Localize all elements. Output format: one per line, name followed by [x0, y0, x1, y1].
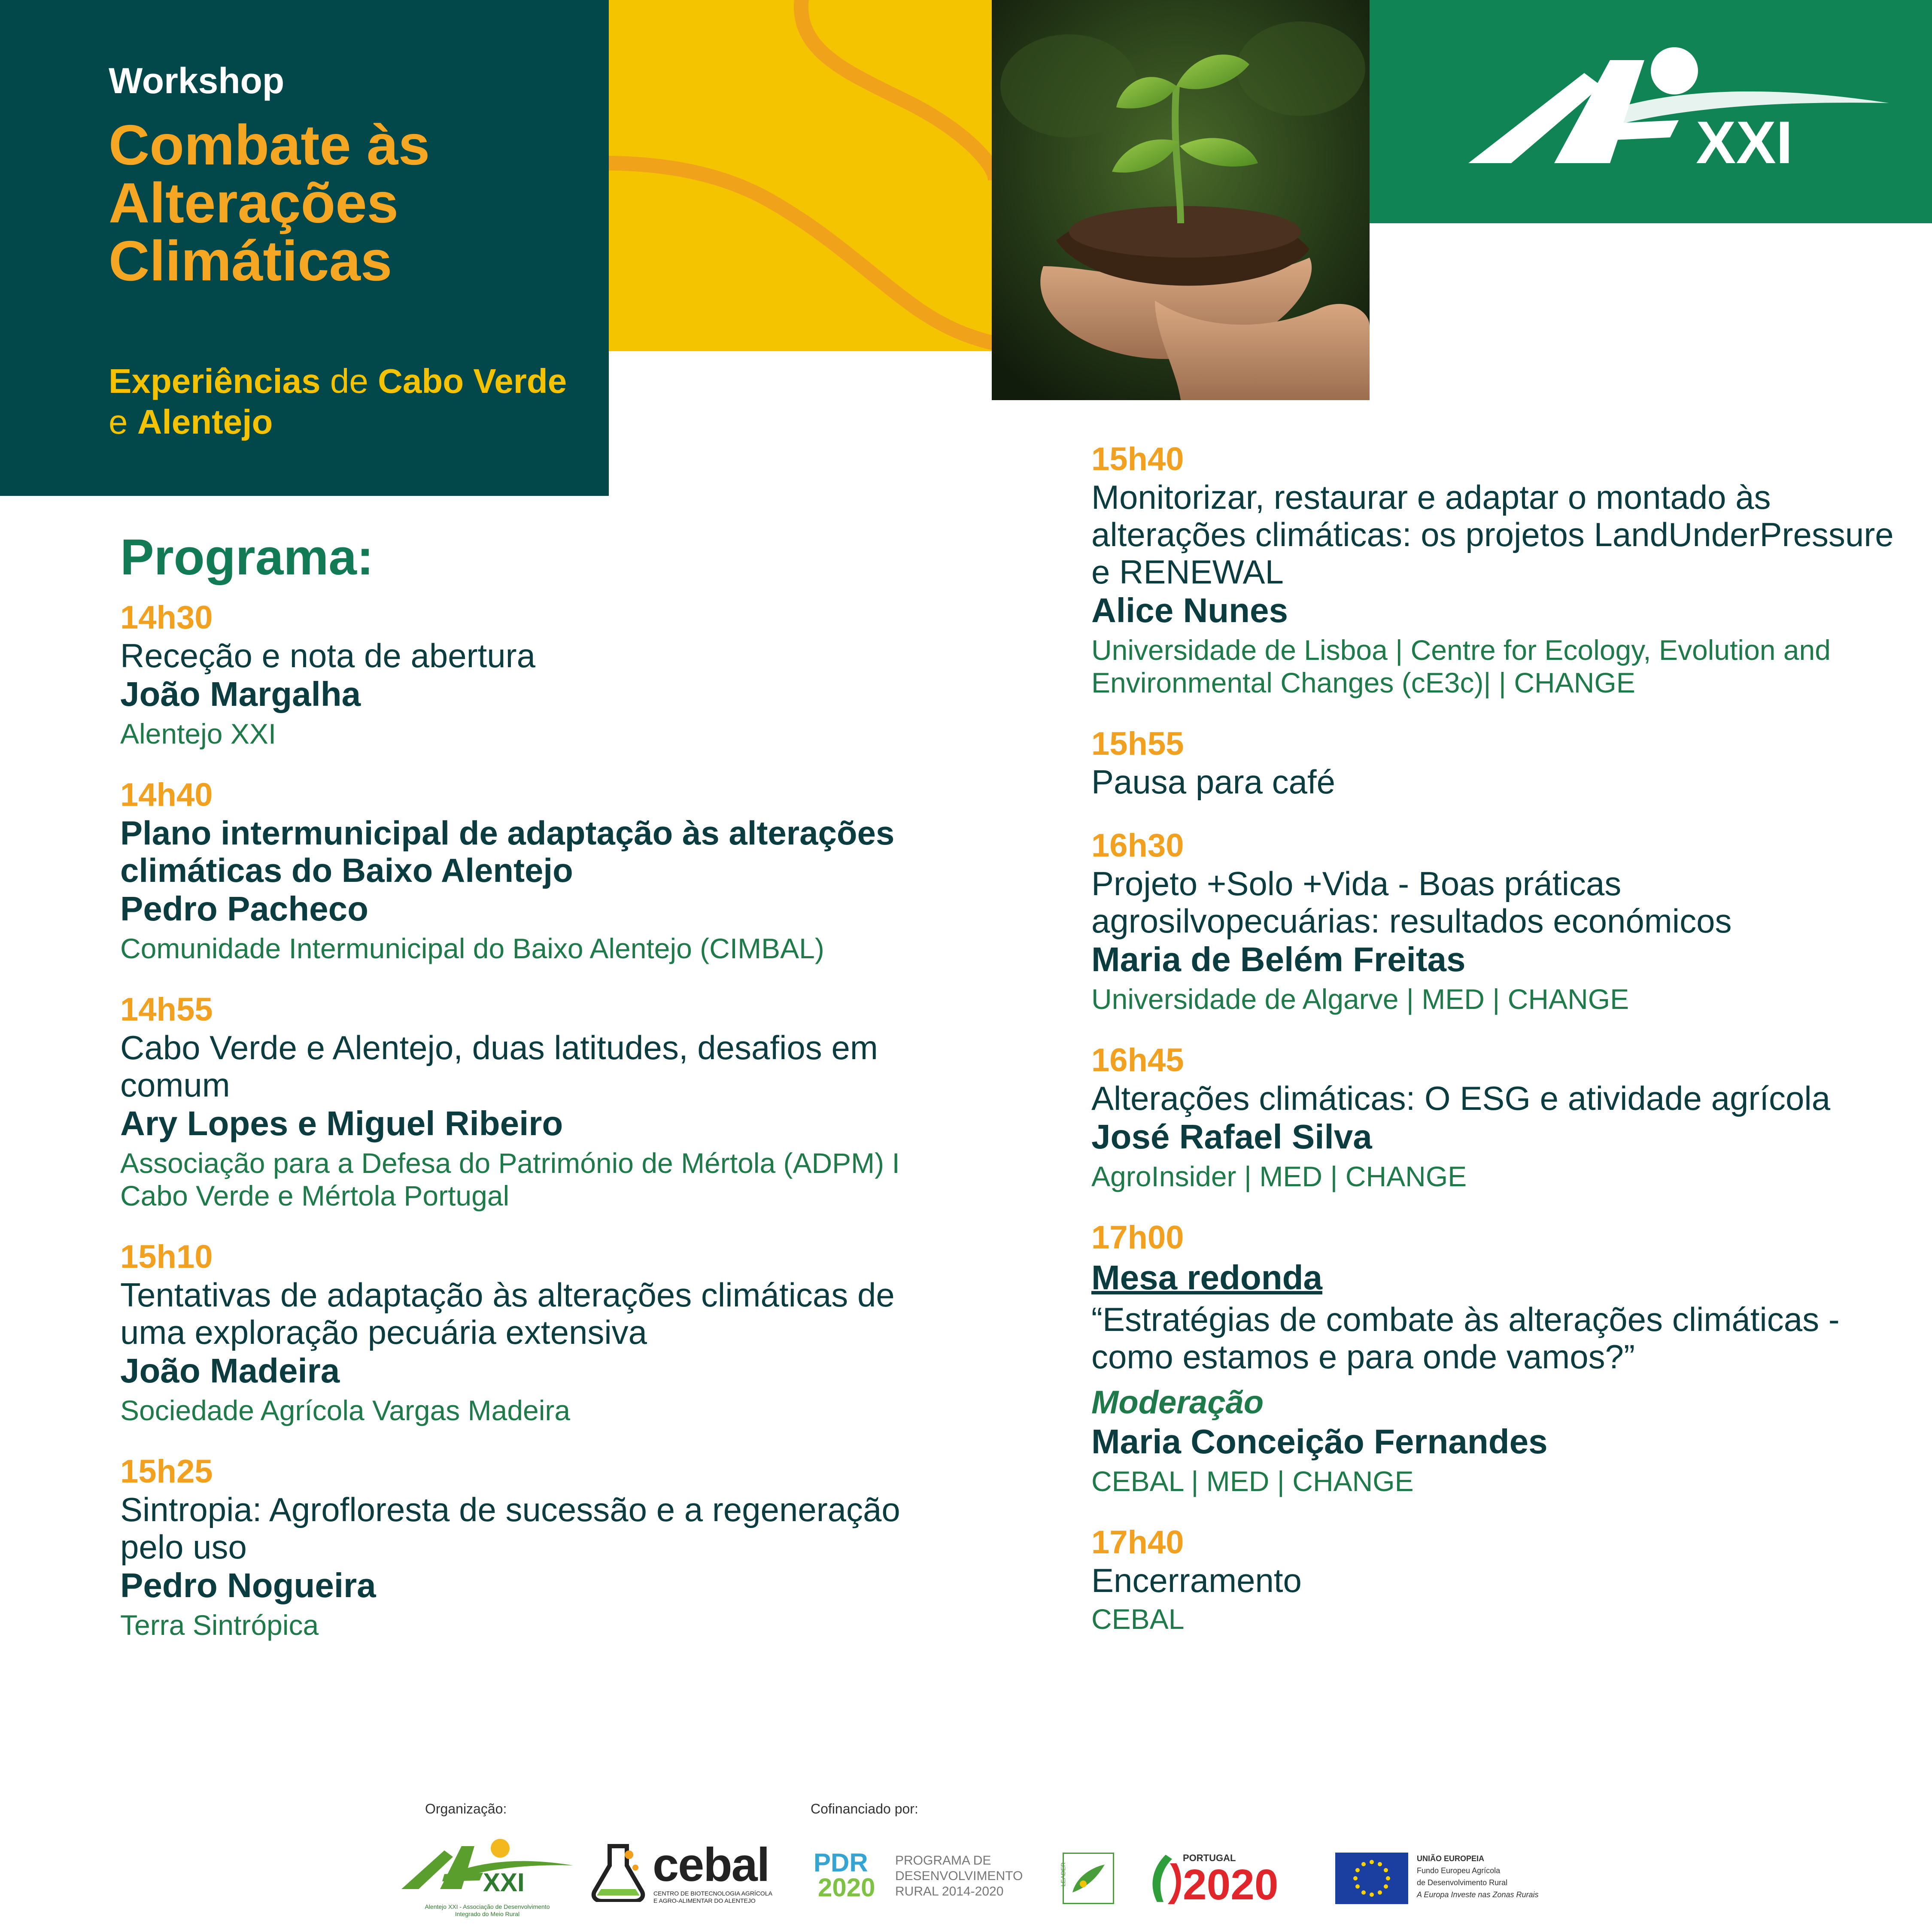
- alentejo-xxi-footer-logo: [397, 1833, 577, 1919]
- session-organization: Alentejo XXI: [120, 718, 276, 750]
- event-subtitle: [109, 361, 581, 442]
- alentejo-xxi-logo: [1370, 0, 1932, 223]
- cebal-name: cebal: [653, 1838, 769, 1891]
- session: [1091, 826, 1907, 1015]
- session-speaker: Ary Lopes e Miguel Ribeiro: [120, 1104, 563, 1142]
- pdr-line: DESENVOLVIMENTO: [895, 1869, 1023, 1883]
- round-table-session: [1091, 1218, 1907, 1498]
- session-time: 14h40: [120, 777, 213, 813]
- session: [1091, 725, 1907, 801]
- eu-flag-icon: [1335, 1853, 1408, 1904]
- session-time: 15h25: [120, 1453, 213, 1490]
- event-type: Workshop: [109, 61, 285, 101]
- programa-heading: Programa:: [120, 529, 374, 586]
- session-speaker: João Madeira: [120, 1352, 340, 1390]
- eu-line: de Desenvolvimento Rural: [1417, 1878, 1508, 1887]
- session: [1091, 440, 1907, 699]
- cebal-caption: CENTRO DE BIOTECNOLOGIA AGRÍCOLA: [653, 1890, 772, 1897]
- session-speaker: Pedro Pacheco: [120, 890, 369, 928]
- subtitle-word: de: [330, 362, 368, 400]
- session-title: Tentativas de adaptação às alterações climáticas de uma exploração pecuária extensiva: [120, 1276, 895, 1351]
- session-title: Receção e nota de abertura: [120, 637, 536, 674]
- eu-line: Fundo Europeu Agrícola: [1417, 1866, 1501, 1875]
- pdr-mark-year: 2020: [818, 1873, 875, 1902]
- cebal-caption: E AGRO-ALIMENTAR DO ALENTEJO: [653, 1897, 756, 1904]
- session: [120, 598, 936, 750]
- moderator-name: Maria Conceição Fernandes: [1091, 1422, 1548, 1461]
- session: [120, 990, 936, 1212]
- session-organization: Universidade de Lisboa | Centre for Ecology, Evolution and Environmental Changes (cE3c)| | CHANGE: [1091, 634, 1831, 699]
- brand-banner: [1370, 0, 1932, 223]
- schedule-left-column: [120, 528, 936, 1667]
- session-time: 15h10: [120, 1239, 213, 1275]
- plant-in-hands-photo: [992, 0, 1370, 400]
- session-time: 17h00: [1091, 1219, 1184, 1256]
- decorative-curve-lines: [609, 0, 992, 351]
- portugal-2020-logo: [1144, 1850, 1316, 1911]
- session-time: 14h30: [120, 599, 213, 636]
- axxi-logo-mark: [397, 1833, 577, 1898]
- eu-line: A Europa Investe nas Zonas Rurais: [1417, 1890, 1539, 1899]
- pdr-line: PROGRAMA DE: [895, 1853, 991, 1868]
- session-time: 16h30: [1091, 827, 1184, 864]
- subtitle-word: Alentejo: [137, 403, 273, 441]
- leader-text: LEADER: [1060, 1862, 1067, 1887]
- title-panel: [0, 0, 609, 496]
- axxi-caption: Integrado do Meio Rural: [455, 1911, 520, 1917]
- session: [120, 1452, 936, 1641]
- logo-text: XXI: [1696, 109, 1793, 176]
- organization-label: Organização:: [425, 1801, 507, 1817]
- pdr-mark: PDR: [814, 1848, 868, 1877]
- session-organization: CEBAL | MED | CHANGE: [1091, 1465, 1414, 1497]
- session-time: 17h40: [1091, 1524, 1184, 1561]
- session-time: 15h55: [1091, 726, 1184, 762]
- decorative-yellow-panel: [609, 0, 992, 351]
- session-speaker: Pedro Nogueira: [120, 1566, 376, 1604]
- leader-icon: [1064, 1854, 1113, 1903]
- axxi-logo-text: XXI: [483, 1868, 525, 1897]
- european-union-logo: [1335, 1853, 1550, 1913]
- round-table-topic: “Estratégias de combate às alterações climáticas - como estamos e para onde vamos?”: [1091, 1300, 1840, 1376]
- closing-session: [1091, 1523, 1907, 1635]
- portugal-year: 2020: [1183, 1861, 1279, 1909]
- session-title: Plano intermunicipal de adaptação às alterações climáticas do Baixo Alentejo: [120, 814, 895, 889]
- session-organization: Terra Sintrópica: [120, 1609, 319, 1641]
- session-organization: Sociedade Agrícola Vargas Madeira: [120, 1394, 571, 1426]
- flask-icon: [588, 1842, 648, 1902]
- session-organization: CEBAL: [1091, 1603, 1185, 1635]
- session-speaker: Alice Nunes: [1091, 591, 1288, 629]
- plant-photo-illustration: [992, 0, 1370, 400]
- pdr-line: RURAL 2014-2020: [895, 1884, 1004, 1899]
- pdr-2020-logo: [814, 1850, 1037, 1906]
- cebal-logo: [588, 1838, 781, 1919]
- session: [1091, 1041, 1907, 1193]
- session-time: 16h45: [1091, 1042, 1184, 1078]
- event-title: Combate às Alterações Climáticas: [109, 113, 430, 292]
- session-title: Cabo Verde e Alentejo, duas latitudes, desafios em comum: [120, 1029, 878, 1104]
- session-organization: Comunidade Intermunicipal do Baixo Alentejo (CIMBAL): [120, 933, 824, 964]
- leader-logo: [1060, 1853, 1114, 1904]
- session-time: 15h40: [1091, 441, 1184, 477]
- session-title: Monitorizar, restaurar e adaptar o montado às alterações climáticas: os projetos LandUnderPressure e RENEWAL: [1091, 478, 1894, 591]
- session-organization: Associação para a Defesa do Património de Mértola (ADPM) I Cabo Verde e Mértola Portugal: [120, 1147, 900, 1212]
- eu-line: UNIÃO EUROPEIA: [1417, 1854, 1485, 1863]
- session-speaker: João Margalha: [120, 675, 361, 713]
- session-organization: Universidade de Algarve | MED | CHANGE: [1091, 983, 1629, 1015]
- session-title: Alterações climáticas: O ESG e atividade agrícola: [1091, 1079, 1831, 1117]
- subtitle-word: e: [109, 403, 128, 441]
- session-speaker: José Rafael Silva: [1091, 1118, 1372, 1156]
- subtitle-word: Cabo Verde: [378, 362, 567, 400]
- round-table-label: Mesa redonda: [1091, 1258, 1322, 1297]
- schedule-right-column: [1091, 440, 1907, 1661]
- session-title: Encerramento: [1091, 1561, 1302, 1599]
- session-organization: AgroInsider | MED | CHANGE: [1091, 1160, 1467, 1192]
- session-time: 14h55: [120, 991, 213, 1028]
- session-title: Sintropia: Agrofloresta de sucessão e a regeneração pelo uso: [120, 1491, 900, 1566]
- portugal-2020-symbol: [1144, 1850, 1183, 1906]
- cofinanced-label: Cofinanciado por:: [811, 1801, 918, 1817]
- session: [120, 1238, 936, 1427]
- session-speaker: Maria de Belém Freitas: [1091, 940, 1466, 978]
- session: [120, 776, 936, 965]
- session-title: Projeto +Solo +Vida - Boas práticas agrosilvopecuárias: resultados económicos: [1091, 865, 1732, 940]
- portugal-label: PORTUGAL: [1183, 1853, 1236, 1863]
- axxi-caption: Alentejo XXI - Associação de Desenvolvimento: [425, 1903, 550, 1910]
- moderation-label: Moderação: [1091, 1384, 1264, 1421]
- subtitle-word: Experiências: [109, 362, 321, 400]
- session-title: Pausa para café: [1091, 763, 1336, 801]
